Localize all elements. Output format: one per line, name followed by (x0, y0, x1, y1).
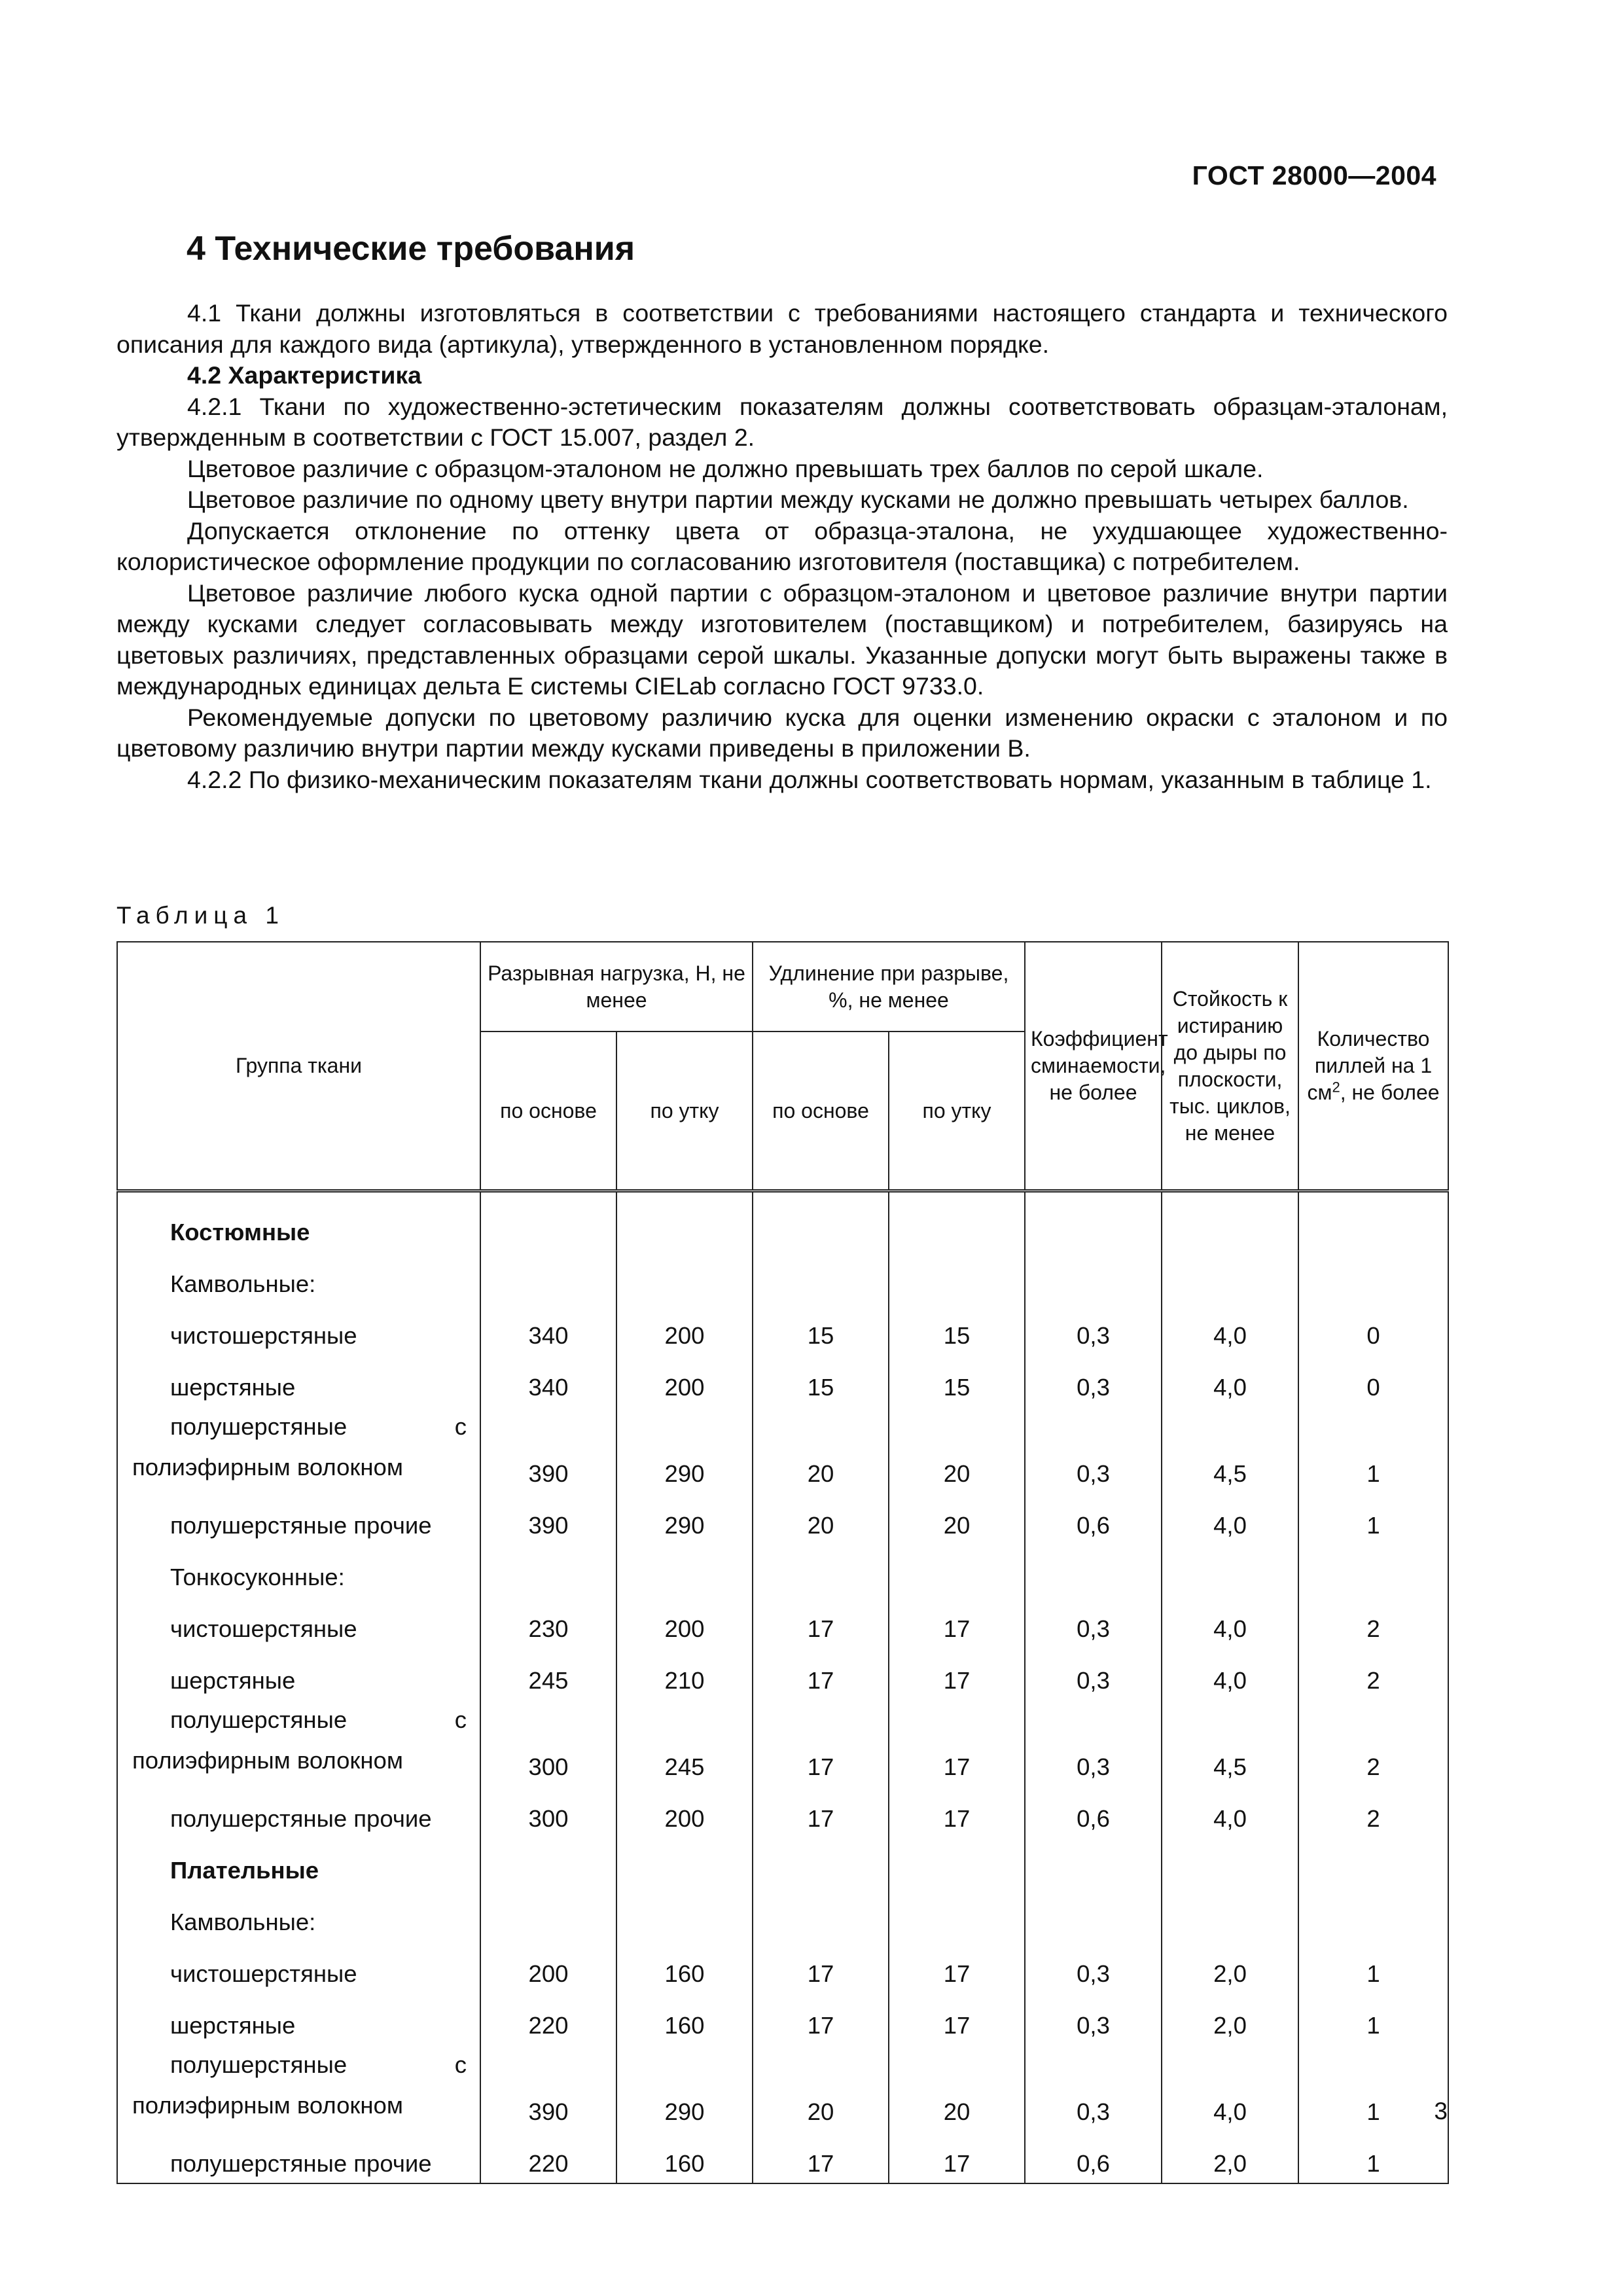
cell-load-warp: 390 (480, 1407, 616, 1493)
section-title: 4 Технические требования (187, 230, 635, 268)
cell-load-warp: 230 (480, 1596, 616, 1648)
header-pills-prefix: Количество пиллей на 1 см (1307, 1027, 1433, 1104)
table-row (117, 1890, 1448, 1941)
cell-pills: 1 (1298, 2045, 1448, 2131)
cell-load-warp (480, 1251, 616, 1303)
cell-crease (1025, 1890, 1162, 1941)
cell-load-warp: 200 (480, 1941, 616, 1993)
cell-load-warp (480, 1890, 616, 1941)
cell-load-warp: 300 (480, 1700, 616, 1786)
cell-abrasion: 4,0 (1162, 1303, 1298, 1355)
cell-crease: 0,6 (1025, 2131, 1162, 2183)
cell-elong-weft: 17 (889, 1941, 1025, 1993)
cell-elong-weft: 17 (889, 1993, 1025, 2045)
cell-elong-warp: 17 (753, 1596, 889, 1648)
cell-load-warp (480, 1545, 616, 1596)
header-elong-warp: по основе (753, 1031, 889, 1191)
cell-pills (1298, 1838, 1448, 1890)
cell-elong-warp (753, 1251, 889, 1303)
cell-load-warp: 390 (480, 2045, 616, 2131)
cell-crease: 0,3 (1025, 1355, 1162, 1407)
cell-elong-weft: 15 (889, 1355, 1025, 1407)
cell-elong-warp (753, 1838, 889, 1890)
cell-load-warp: 245 (480, 1648, 616, 1700)
cell-crease: 0,3 (1025, 1303, 1162, 1355)
table-row (117, 1700, 1448, 1786)
cell-fabric-group: Плательные (117, 1838, 480, 1890)
cell-crease: 0,3 (1025, 1648, 1162, 1700)
cell-elong-warp: 17 (753, 1700, 889, 1786)
table-row (117, 1545, 1448, 1596)
paragraph: 4.1 Ткани должны изготовляться в соответствии с требованиями настоящего стандарта и технического описания для каждого вида (артикула), утвержденного в установленном порядке. (116, 299, 1448, 358)
cell-load-weft: 160 (616, 1993, 753, 2045)
cell-fabric-group: полушерстяные прочие (117, 2131, 480, 2183)
cell-pills (1298, 1191, 1448, 1252)
cell-elong-warp: 20 (753, 2045, 889, 2131)
cell-load-warp: 340 (480, 1355, 616, 1407)
cell-elong-weft: 20 (889, 1407, 1025, 1493)
paragraph: Цветовое различие с образцом-эталоном не должно превышать трех баллов по серой шкале. (187, 454, 1264, 482)
cell-elong-weft: 17 (889, 1648, 1025, 1700)
cell-fabric-group: полушерстяные прочие (117, 1786, 480, 1838)
cell-crease (1025, 1191, 1162, 1252)
cell-crease: 0,3 (1025, 2045, 1162, 2131)
cell-crease: 0,6 (1025, 1786, 1162, 1838)
cell-pills: 2 (1298, 1648, 1448, 1700)
cell-abrasion: 4,5 (1162, 1407, 1298, 1493)
table-row (117, 1191, 1448, 1252)
cell-elong-warp: 17 (753, 1993, 889, 2045)
cell-crease (1025, 1251, 1162, 1303)
cell-abrasion: 4,0 (1162, 1596, 1298, 1648)
header-crease-coefficient: Коэффициент сминаемости, не более (1025, 942, 1162, 1191)
cell-elong-warp (753, 1191, 889, 1252)
cell-crease: 0,3 (1025, 1407, 1162, 1493)
cell-crease: 0,3 (1025, 1941, 1162, 1993)
cell-elong-weft: 17 (889, 1596, 1025, 1648)
cell-crease (1025, 1838, 1162, 1890)
header-load-weft: по утку (616, 1031, 753, 1191)
cell-load-weft: 290 (616, 1407, 753, 1493)
paragraph: 4.2.2 По физико-механическим показателям ткани должны соответствовать нормам, указанным в таблице 1. (187, 765, 1432, 793)
cell-fabric-group: шерстяные (117, 1648, 480, 1700)
cell-crease: 0,3 (1025, 1700, 1162, 1786)
cell-abrasion: 2,0 (1162, 1941, 1298, 1993)
header-breaking-load: Разрывная нагрузка, Н, не менее (480, 942, 753, 1031)
cell-pills (1298, 1251, 1448, 1303)
fabric-properties-table (116, 941, 1449, 2184)
cell-fabric-group: полушерстяные с полиэфирным волокном (117, 2045, 480, 2131)
table-row (117, 1941, 1448, 1993)
cell-pills: 2 (1298, 1596, 1448, 1648)
table-row (117, 1303, 1448, 1355)
cell-load-warp: 220 (480, 1993, 616, 2045)
cell-elong-warp: 15 (753, 1355, 889, 1407)
cell-pills: 0 (1298, 1355, 1448, 1407)
cell-elong-warp: 17 (753, 1786, 889, 1838)
cell-abrasion: 4,0 (1162, 2045, 1298, 2131)
header-group: Группа ткани (117, 942, 480, 1191)
header-abrasion-resistance: Стойкость к истиранию до дыры по плоскости, тыс. циклов, не менее (1162, 942, 1298, 1191)
cell-elong-warp: 20 (753, 1407, 889, 1493)
cell-elong-warp: 17 (753, 2131, 889, 2183)
paragraph: 4.2.1 Ткани по художественно-эстетическим показателям должны соответствовать образцам-эталонам, утвержденным в соответствии с ГОСТ 15.007, раздел 2. (116, 392, 1448, 451)
cell-fabric-group: полушерстяные прочие (117, 1493, 480, 1545)
cell-abrasion: 2,0 (1162, 1993, 1298, 2045)
table-row (117, 1355, 1448, 1407)
cell-abrasion: 4,0 (1162, 1493, 1298, 1545)
cell-load-warp (480, 1191, 616, 1252)
cell-abrasion (1162, 1838, 1298, 1890)
table-row (117, 2045, 1448, 2131)
cell-elong-weft: 20 (889, 1493, 1025, 1545)
paragraph: Допускается отклонение по оттенку цвета от образца-эталона, не ухудшающее художественно-колористическое оформление продукции по согласованию изготовителя (поставщика) с потребителем. (116, 516, 1448, 575)
cell-abrasion: 4,0 (1162, 1355, 1298, 1407)
cell-elong-warp: 17 (753, 1941, 889, 1993)
page-number: 3 (1434, 2098, 1448, 2125)
cell-load-weft: 200 (616, 1355, 753, 1407)
table-row (117, 1648, 1448, 1700)
cell-load-weft: 245 (616, 1700, 753, 1786)
cell-load-weft: 290 (616, 1493, 753, 1545)
subsection-heading: 4.2 Характеристика (187, 361, 422, 389)
cell-pills (1298, 1890, 1448, 1941)
cell-fabric-group: полушерстяные с полиэфирным волокном (117, 1700, 480, 1786)
cell-load-weft: 200 (616, 1786, 753, 1838)
cell-abrasion (1162, 1191, 1298, 1252)
header-elong-weft: по утку (889, 1031, 1025, 1191)
cell-elong-weft (889, 1838, 1025, 1890)
cell-load-weft: 160 (616, 2131, 753, 2183)
cell-load-weft (616, 1191, 753, 1252)
cell-elong-weft: 15 (889, 1303, 1025, 1355)
cell-load-warp: 390 (480, 1493, 616, 1545)
cell-load-warp: 340 (480, 1303, 616, 1355)
cell-load-weft: 160 (616, 1941, 753, 1993)
header-elongation: Удлинение при разрыве, %, не менее (753, 942, 1025, 1031)
cell-elong-warp: 20 (753, 1493, 889, 1545)
table-row (117, 1596, 1448, 1648)
cell-elong-weft (889, 1890, 1025, 1941)
cell-load-weft: 210 (616, 1648, 753, 1700)
table-row (117, 1993, 1448, 2045)
paragraph: Рекомендуемые допуски по цветовому различию куска для оценки изменению окраски с эталоном и по цветовому различию внутри партии между кусками приведены в приложении В. (116, 703, 1448, 762)
cell-load-weft (616, 1890, 753, 1941)
cell-load-weft: 290 (616, 2045, 753, 2131)
document-number: ГОСТ 28000—2004 (1192, 160, 1436, 190)
cell-elong-weft (889, 1191, 1025, 1252)
cell-fabric-group: чистошерстяные (117, 1596, 480, 1648)
cell-fabric-group: шерстяные (117, 1993, 480, 2045)
cell-elong-weft: 17 (889, 1786, 1025, 1838)
cell-fabric-group: Камвольные: (117, 1890, 480, 1941)
cell-elong-warp: 15 (753, 1303, 889, 1355)
cell-elong-weft: 17 (889, 2131, 1025, 2183)
cell-fabric-group: Тонкосуконные: (117, 1545, 480, 1596)
paragraph: Цветовое различие любого куска одной партии с образцом-эталоном и цветовое различие внутри партии между кусками следует согласовывать между изготовителем (поставщиком) и потребителем, базируясь на цветовых различиях, представленных образцами серой шкалы. Указанные допуски могут быть выражены также в международных единицах дельта Е системы CIELab согласно ГОСТ 9733.0. (116, 579, 1448, 700)
cell-load-weft: 200 (616, 1596, 753, 1648)
cell-elong-weft (889, 1545, 1025, 1596)
cell-elong-warp (753, 1545, 889, 1596)
cell-abrasion: 4,5 (1162, 1700, 1298, 1786)
cell-elong-warp (753, 1890, 889, 1941)
cell-pills (1298, 1545, 1448, 1596)
cell-fabric-group: Костюмные (117, 1191, 480, 1252)
cell-pills: 0 (1298, 1303, 1448, 1355)
cell-load-weft: 200 (616, 1303, 753, 1355)
cell-pills: 1 (1298, 1493, 1448, 1545)
table-row (117, 2131, 1448, 2183)
table-row (117, 1786, 1448, 1838)
cell-load-warp (480, 1838, 616, 1890)
cell-abrasion (1162, 1890, 1298, 1941)
paragraph: Цветовое различие по одному цвету внутри партии между кусками не должно превышать четырех баллов. (187, 486, 1409, 513)
header-pills-count (1298, 942, 1448, 1191)
cell-pills: 1 (1298, 1941, 1448, 1993)
cell-fabric-group: чистошерстяные (117, 1941, 480, 1993)
header-pills-suffix: , не более (1340, 1081, 1440, 1104)
cell-crease: 0,6 (1025, 1493, 1162, 1545)
cell-pills: 2 (1298, 1786, 1448, 1838)
cell-load-weft (616, 1545, 753, 1596)
cell-fabric-group: чистошерстяные (117, 1303, 480, 1355)
cell-pills: 1 (1298, 1993, 1448, 2045)
cell-abrasion: 4,0 (1162, 1786, 1298, 1838)
cell-elong-warp: 17 (753, 1648, 889, 1700)
cell-elong-weft (889, 1251, 1025, 1303)
cell-crease: 0,3 (1025, 1596, 1162, 1648)
table-row (117, 1838, 1448, 1890)
table-row (117, 1407, 1448, 1493)
cell-abrasion (1162, 1545, 1298, 1596)
table-row (117, 1251, 1448, 1303)
cell-abrasion (1162, 1251, 1298, 1303)
cell-load-weft (616, 1251, 753, 1303)
cell-pills: 2 (1298, 1700, 1448, 1786)
header-load-warp: по основе (480, 1031, 616, 1191)
body-text (116, 298, 1448, 795)
cell-abrasion: 4,0 (1162, 1648, 1298, 1700)
table-caption: Таблица 1 (116, 902, 285, 929)
cell-fabric-group: шерстяные (117, 1355, 480, 1407)
cell-pills: 1 (1298, 1407, 1448, 1493)
cell-crease (1025, 1545, 1162, 1596)
table-row (117, 1493, 1448, 1545)
cell-crease: 0,3 (1025, 1993, 1162, 2045)
cell-pills: 1 (1298, 2131, 1448, 2183)
cell-load-warp: 300 (480, 1786, 616, 1838)
cell-elong-weft: 17 (889, 1700, 1025, 1786)
cell-fabric-group: полушерстяные с полиэфирным волокном (117, 1407, 480, 1493)
cell-fabric-group: Камвольные: (117, 1251, 480, 1303)
header-pills-sup: 2 (1332, 1079, 1340, 1096)
cell-load-warp: 220 (480, 2131, 616, 2183)
cell-abrasion: 2,0 (1162, 2131, 1298, 2183)
cell-elong-weft: 20 (889, 2045, 1025, 2131)
cell-load-weft (616, 1838, 753, 1890)
